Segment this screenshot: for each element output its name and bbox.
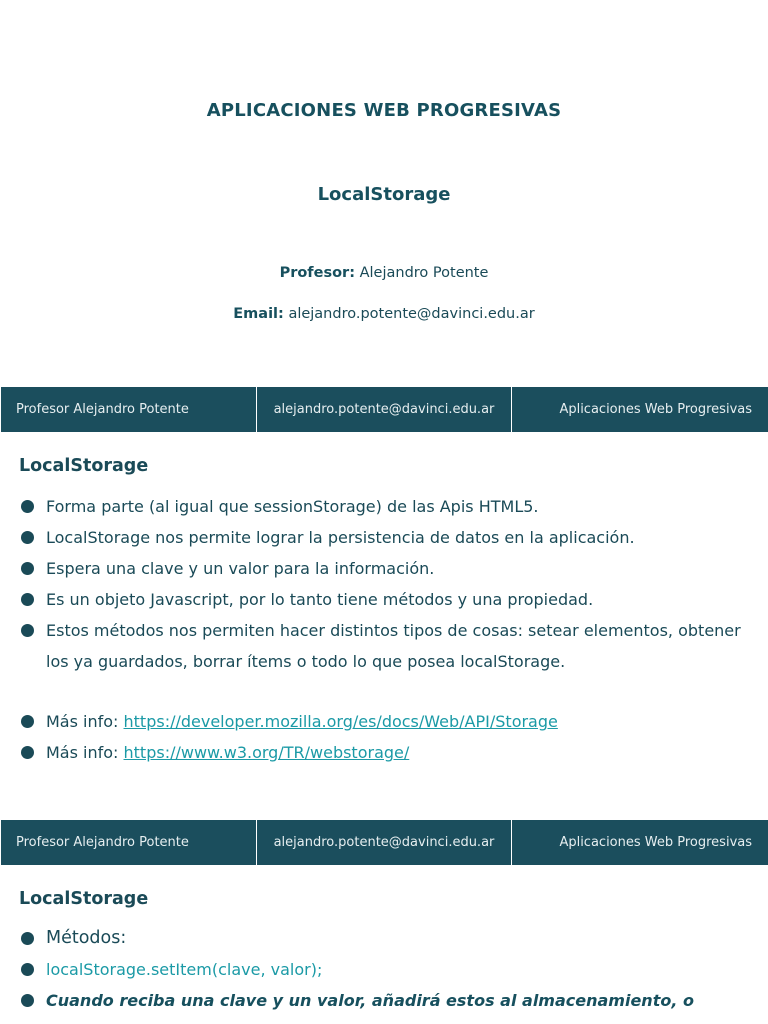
list-item: [19, 706, 759, 737]
list-item: [19, 923, 768, 954]
slide2-bullet-list: [19, 923, 768, 1016]
slide2-section: [19, 889, 759, 909]
list-item: [19, 522, 759, 553]
bullet-text: Estos métodos nos permiten hacer distintos tipos de cosas: setear elementos, obtener los ya guardados, borrar ítems o todo lo que posea localStorage.: [46, 621, 741, 671]
slide-footer-bar: [0, 387, 768, 432]
list-item: [19, 584, 759, 615]
bullet-icon: [21, 715, 34, 728]
list-item: [19, 737, 759, 768]
bullet-icon: [21, 994, 34, 1007]
slide1-heading: LocalStorage: [19, 456, 149, 476]
slide-footer-bar: [0, 820, 768, 865]
bullet-icon: [21, 932, 34, 945]
footer-email: alejandro.potente@davinci.edu.ar: [257, 820, 511, 865]
list-item: [19, 985, 768, 1016]
email-line: [0, 306, 768, 322]
footer-professor: Profesor Alejandro Potente: [1, 387, 256, 432]
list-item: [19, 615, 759, 677]
cover-subtitle: LocalStorage: [317, 184, 451, 205]
email-label: Email:: [233, 306, 284, 322]
professor-name: Alejandro Potente: [359, 265, 489, 281]
bullet-text: Es un objeto Javascript, por lo tanto tiene métodos y una propiedad.: [46, 590, 594, 609]
footer-professor: Profesor Alejandro Potente: [1, 820, 256, 865]
list-item: [19, 491, 759, 522]
method-setitem: localStorage.setItem(clave, valor);: [46, 960, 323, 979]
bullet-icon: [21, 593, 34, 606]
bullet-icon: [21, 531, 34, 544]
slide2-heading: LocalStorage: [19, 889, 149, 909]
bullet-icon: [21, 562, 34, 575]
email-value: alejandro.potente@davinci.edu.ar: [288, 306, 535, 322]
bullet-text: LocalStorage nos permite lograr la persistencia de datos en la aplicación.: [46, 528, 635, 547]
slide1-section: [19, 456, 759, 476]
methods-label: Métodos:: [46, 928, 127, 948]
mdn-storage-link[interactable]: https://developer.mozilla.org/es/docs/Web/API/Storage: [123, 712, 558, 731]
list-item: [19, 954, 768, 985]
method-setitem-description: Cuando reciba una clave y un valor, añadirá estos al almacenamiento, o: [46, 991, 694, 1010]
professor-label: Profesor:: [279, 265, 355, 281]
bullet-icon: [21, 746, 34, 759]
slide1-links-list: [19, 706, 759, 768]
w3-webstorage-link[interactable]: https://www.w3.org/TR/webstorage/: [123, 743, 410, 762]
footer-course: Aplicaciones Web Progresivas: [512, 820, 768, 865]
cover-title: APLICACIONES WEB PROGRESIVAS: [206, 100, 562, 121]
more-info-label: Más info:: [46, 743, 124, 762]
footer-email: alejandro.potente@davinci.edu.ar: [257, 387, 511, 432]
list-item: [19, 553, 759, 584]
slide1-bullet-list: [19, 491, 759, 677]
bullet-icon: [21, 963, 34, 976]
bullet-icon: [21, 624, 34, 637]
footer-course: Aplicaciones Web Progresivas: [512, 387, 768, 432]
bullet-text: Forma parte (al igual que sessionStorage) de las Apis HTML5.: [46, 497, 539, 516]
professor-line: [0, 265, 768, 281]
more-info-label: Más info:: [46, 712, 124, 731]
bullet-text: Espera una clave y un valor para la información.: [46, 559, 435, 578]
bullet-icon: [21, 500, 34, 513]
